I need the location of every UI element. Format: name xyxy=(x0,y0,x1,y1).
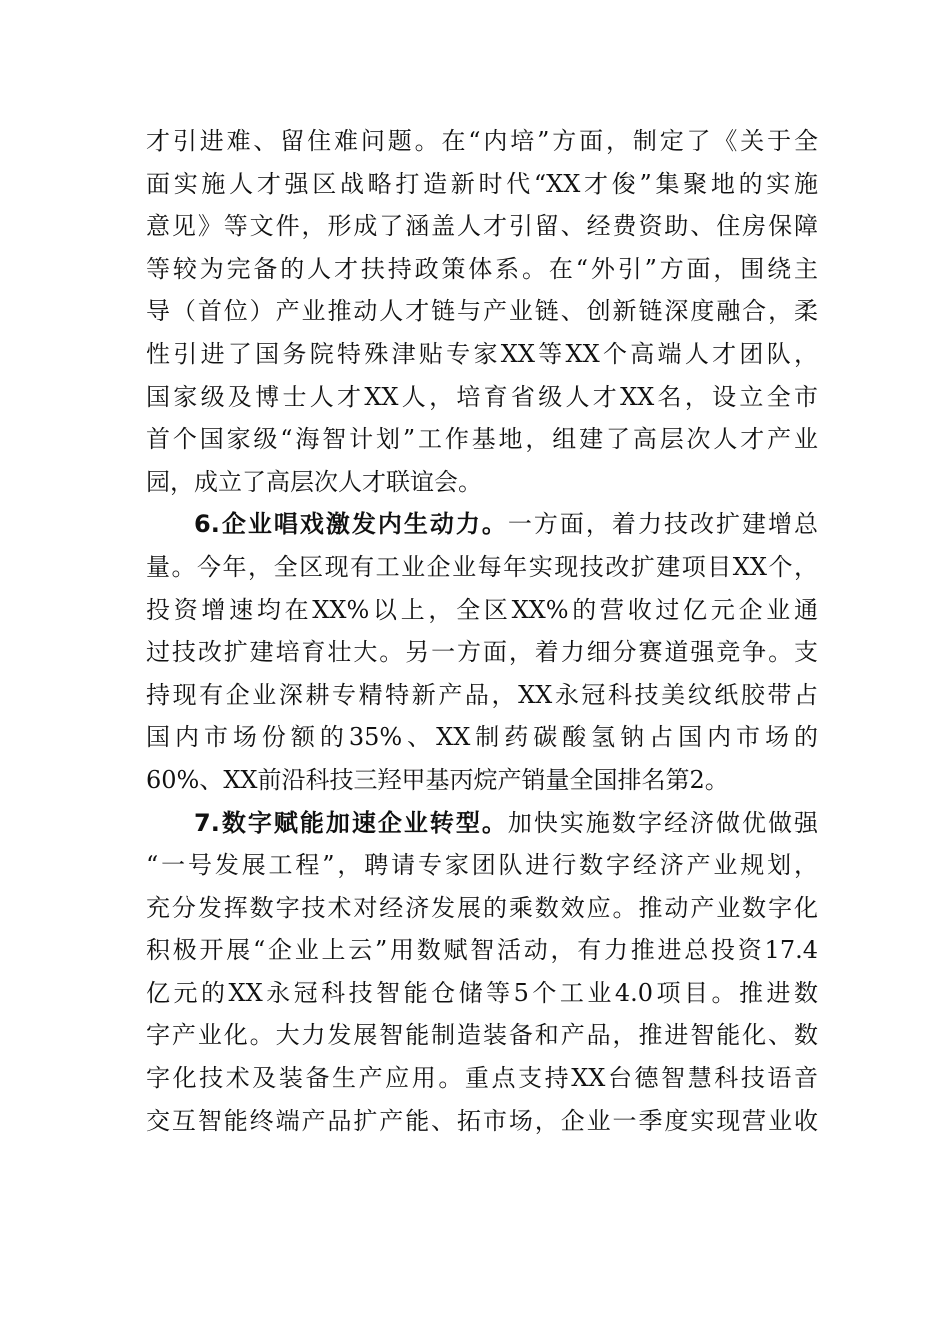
text-line: 导（首位）产业推动人才链与产业链、创新链深度融合，柔 xyxy=(146,297,818,326)
text-line: 充分发挥数字技术对经济发展的乘数效应。推动产业数字化 xyxy=(146,893,818,922)
text-line: 才引进难、留住难问题。在“内培”方面，制定了《关于全 xyxy=(146,127,818,155)
text-line: 园，成立了高层次人才联谊会。 xyxy=(146,467,482,496)
paragraph-first-line xyxy=(146,802,818,845)
text-line: 字化技术及装备生产应用。重点支持XX台德智慧科技语音 xyxy=(146,1064,818,1093)
text-line: 投资增速均在XX%以上，全区XX%的营收过亿元企业通 xyxy=(146,595,818,624)
text-line: 量。今年，全区现有工业企业每年实现技改扩建项目XX个， xyxy=(146,552,818,581)
text-line: 持现有企业深耕专精特新产品，XX永冠科技美纹纸胶带占 xyxy=(146,680,818,709)
text-run: 加快实施数字经济做优做强 xyxy=(507,808,818,837)
text-line: “一号发展工程”，聘请专家团队进行数字经济产业规划， xyxy=(146,851,818,880)
paragraph-enterprise xyxy=(146,503,818,801)
text-line: 积极开展“企业上云”用数赋智活动，有力推进总投资17.4 xyxy=(146,936,818,965)
paragraph-first-line xyxy=(146,503,818,546)
text-line: 国内市场份额的35%、XX制药碳酸氢钠占国内市场的 xyxy=(146,723,818,752)
text-line: 字产业化。大力发展智能制造装备和产品，推进智能化、数 xyxy=(146,1021,818,1050)
paragraph-digital xyxy=(146,802,818,1143)
text-line: 等较为完备的人才扶持政策体系。在“外引”方面，围绕主 xyxy=(146,254,818,283)
paragraph-talent xyxy=(146,120,818,503)
text-line: 意见》等文件，形成了涵盖人才引留、经费资助、住房保障 xyxy=(146,212,818,241)
text-line: 首个国家级“海智计划”工作基地，组建了高层次人才产业 xyxy=(146,425,818,454)
text-line: 60%、XX前沿科技三羟甲基丙烷产销量全国排名第2。 xyxy=(146,765,729,794)
text-run: 一方面，着力技改扩建增总 xyxy=(507,510,818,539)
document-body xyxy=(146,120,818,1142)
text-line: 面实施人才强区战略打造新时代“XX才俊”集聚地的实施 xyxy=(146,169,818,198)
text-line: 亿元的XX永冠科技智能仓储等5个工业4.0项目。推进数 xyxy=(146,978,818,1007)
section-heading-7: 7.数字赋能加速企业转型。 xyxy=(194,808,508,837)
text-line: 交互智能终端产品扩产能、拓市场，企业一季度实现营业收 xyxy=(146,1106,818,1135)
text-line: 性引进了国务院特殊津贴专家XX等XX个高端人才团队， xyxy=(146,339,818,368)
text-line: 国家级及博士人才XX人，培育省级人才XX名，设立全市 xyxy=(146,382,818,411)
text-line: 过技改扩建培育壮大。另一方面，着力细分赛道强竞争。支 xyxy=(146,638,818,667)
section-heading-6: 6.企业唱戏激发内生动力。 xyxy=(194,510,508,539)
